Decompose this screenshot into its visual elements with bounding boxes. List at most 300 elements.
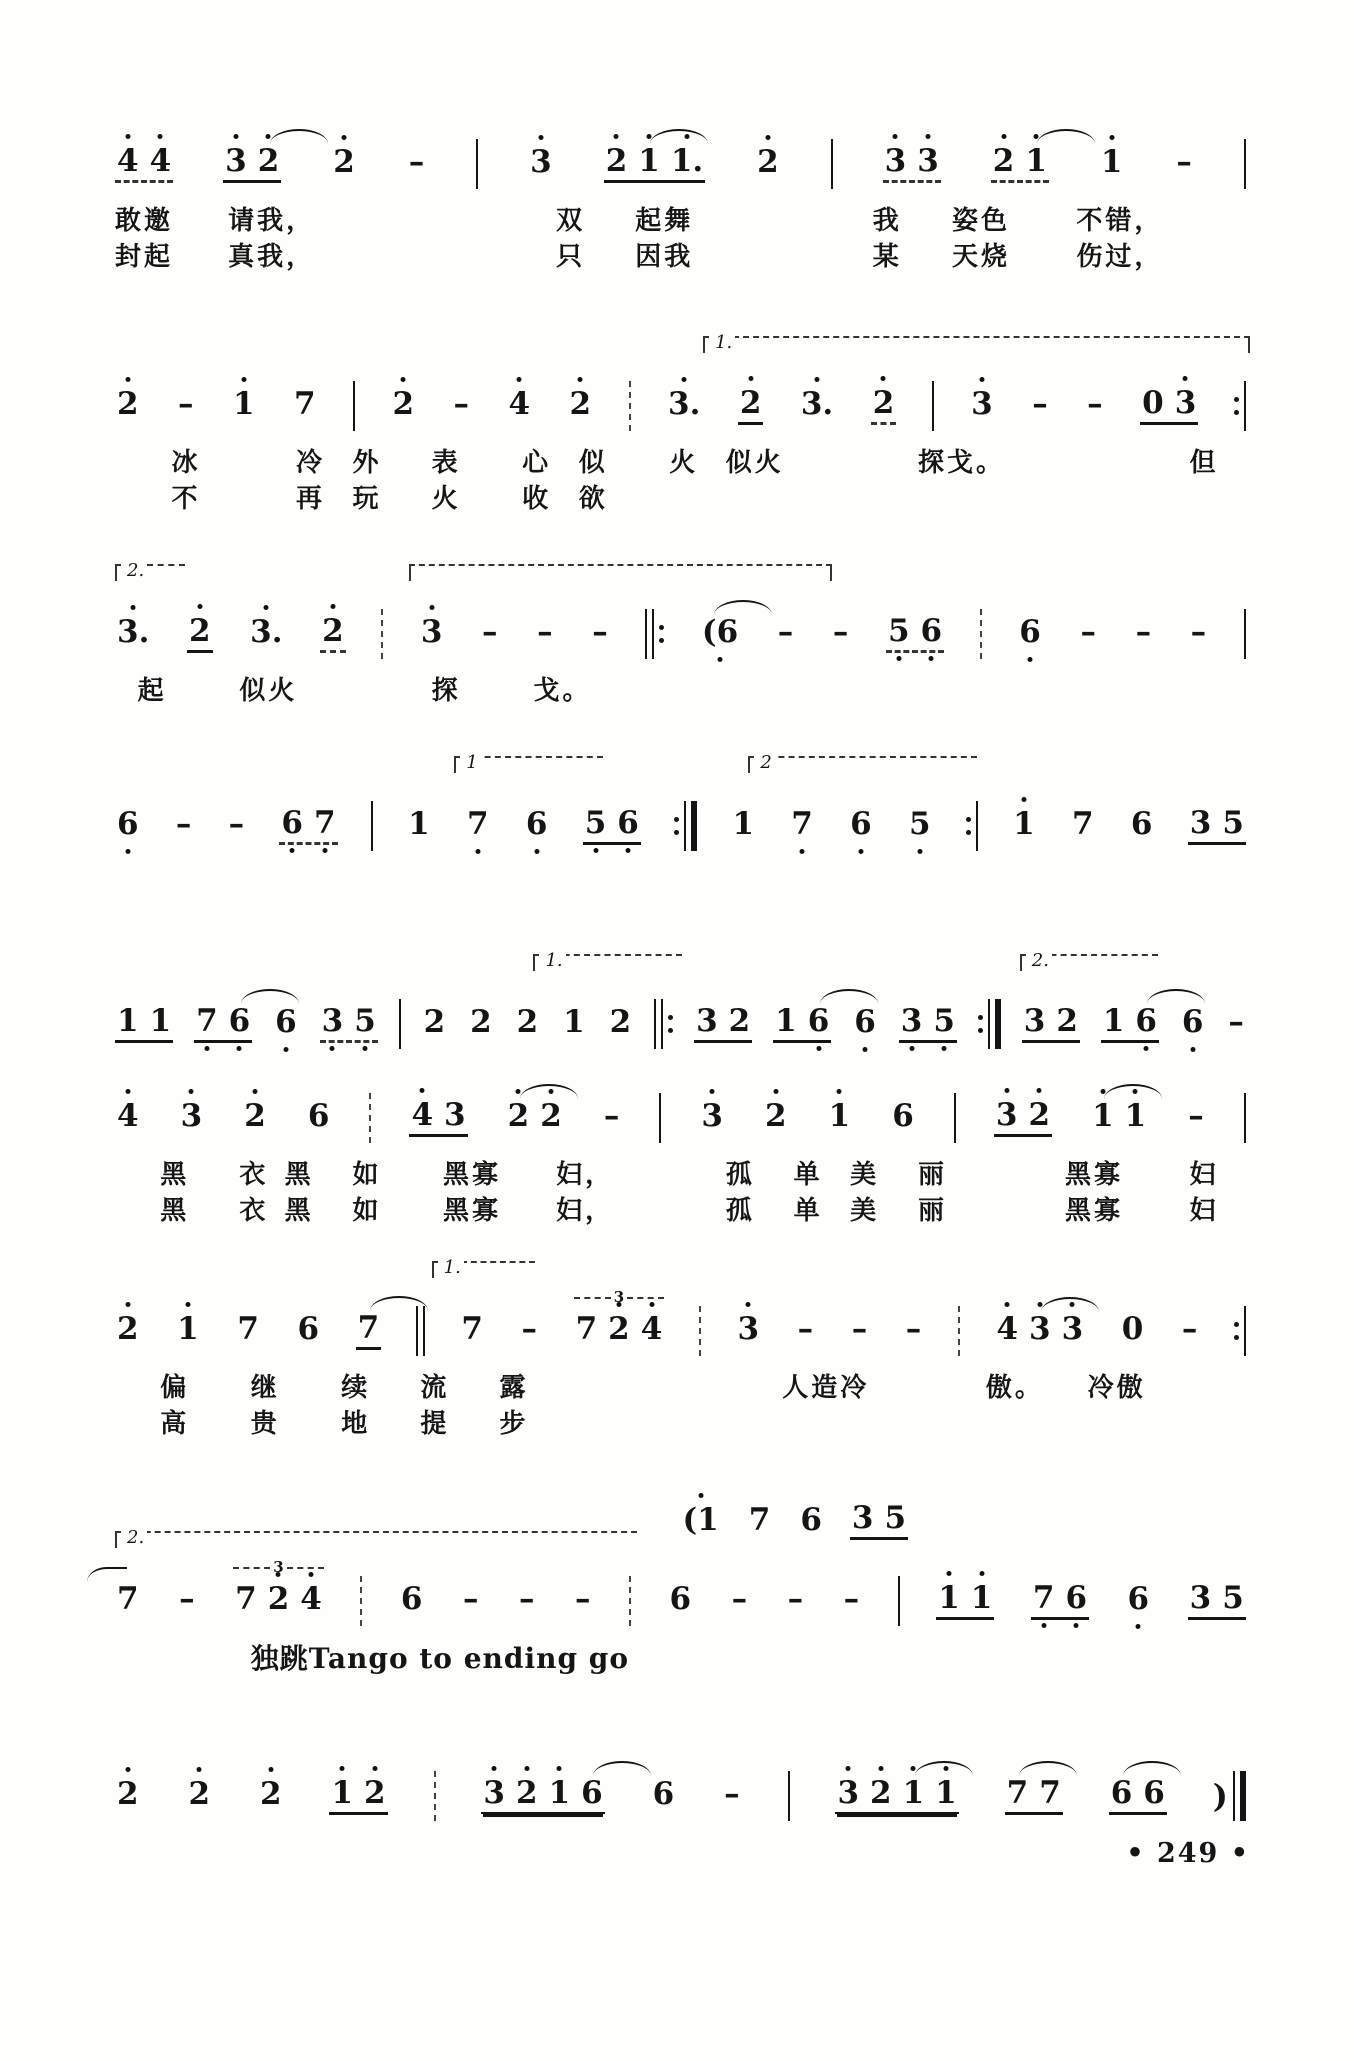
note (569, 386, 592, 422)
note (117, 614, 150, 650)
note-glyph: 2 (540, 1098, 562, 1134)
note (652, 1776, 675, 1812)
note-glyph: – (537, 614, 553, 650)
note-group (899, 1002, 957, 1043)
notes-line (115, 1558, 1246, 1637)
octave-dot-above (241, 377, 246, 382)
note-glyph: 0 (1142, 384, 1164, 421)
lyrics-row-1 (115, 442, 1246, 478)
lyric-syllable: 如 (352, 1160, 382, 1190)
bar-stroke-thick (995, 999, 1001, 1049)
note (797, 1311, 814, 1347)
note-group (842, 1581, 862, 1618)
note-group (1186, 1098, 1206, 1135)
octave-dot-above (614, 134, 619, 139)
triplet-dash (233, 1567, 270, 1569)
note-glyph: 3 (1174, 384, 1197, 421)
note-glyph: 2 (739, 384, 762, 421)
note (117, 1581, 139, 1617)
triplet-dash (287, 1567, 324, 1569)
octave-dot-above (125, 1089, 130, 1094)
note-group (115, 806, 141, 843)
triplet-number: 3 (273, 1558, 284, 1576)
note-glyph: 3. (800, 386, 834, 422)
note-group (1129, 806, 1155, 843)
bar-stroke (1244, 1306, 1246, 1356)
note (731, 1581, 748, 1617)
note-group (1120, 1311, 1146, 1348)
note-glyph: 7 (1072, 806, 1094, 842)
note-group (831, 614, 851, 651)
note-glyph: 2 (244, 1098, 266, 1134)
volta-label: 2. (1029, 952, 1052, 970)
close-paren: ) (1212, 1777, 1228, 1815)
note-glyph: 3 (530, 144, 552, 180)
octave-dot-above (647, 134, 652, 139)
note-group (666, 386, 702, 423)
note-glyph: 1 (331, 1774, 354, 1811)
note-group (175, 1311, 201, 1348)
note (1023, 1002, 1046, 1039)
note-group (789, 806, 815, 843)
dot (668, 1028, 673, 1033)
note-group (583, 804, 641, 845)
note-glyph: 6 (1130, 806, 1153, 842)
lyric-syllable: 贵 (250, 1409, 280, 1439)
note-glyph: – (1087, 386, 1103, 422)
note-group (1174, 144, 1194, 181)
note (507, 1098, 530, 1134)
note (1100, 144, 1123, 180)
volta-label: 1. (441, 1259, 464, 1277)
note (938, 1579, 960, 1616)
note-group (1188, 1579, 1246, 1620)
octave-dot-above (765, 135, 770, 140)
lyric-syllable: 衣 (239, 1196, 269, 1226)
note (117, 1311, 139, 1347)
note-glyph: 5 (354, 1002, 376, 1039)
note-group (602, 1098, 622, 1135)
barline (1244, 137, 1246, 191)
note-group (1090, 1098, 1148, 1135)
barline (898, 1574, 900, 1628)
note-glyph: 2 (608, 1311, 630, 1347)
octave-dot-above (125, 377, 130, 382)
note (530, 144, 552, 180)
note-glyph: 6 (1181, 1004, 1204, 1040)
lyric-syllable: 探 (431, 676, 461, 706)
octave-dot-above (125, 134, 130, 139)
volta-label: 1. (712, 334, 735, 352)
note-glyph: 3 (420, 614, 443, 650)
note (1019, 614, 1041, 650)
note (1130, 806, 1153, 842)
note-glyph: 3 (851, 1500, 874, 1536)
octave-dot-above (420, 1088, 425, 1093)
note-glyph: 3 (737, 1311, 760, 1347)
note-glyph: – (851, 1311, 868, 1347)
note-glyph: 4 (640, 1311, 663, 1347)
note (1087, 386, 1103, 422)
note-group (1189, 614, 1209, 651)
note (832, 614, 849, 650)
note (521, 1311, 538, 1347)
note-glyph: 4 (117, 1098, 139, 1134)
note-glyph: 5 (933, 1002, 955, 1039)
note-group (730, 1581, 750, 1618)
note-glyph: 2 (117, 386, 139, 422)
note (1176, 144, 1192, 180)
note-glyph: 7 (196, 1002, 218, 1039)
repeat-dots (668, 1015, 673, 1033)
note-group (1017, 614, 1043, 651)
octave-dot-below (1144, 1046, 1149, 1051)
note-glyph: – (1080, 614, 1096, 650)
note (682, 1501, 719, 1538)
bar-stroke-dashed (629, 1576, 631, 1626)
note-glyph: 7 (575, 1311, 598, 1347)
note-glyph: – (731, 1581, 748, 1617)
lyric-syllable: 火 (669, 448, 699, 478)
note-glyph: 1. (670, 142, 704, 179)
note (470, 1004, 492, 1040)
dot (966, 830, 971, 835)
note-group (798, 1501, 824, 1539)
note-group (700, 614, 740, 651)
note-glyph: 3 (321, 1002, 344, 1039)
note (149, 1002, 172, 1039)
lyric-syllable: 续 (341, 1373, 371, 1403)
octave-dot-above (268, 1767, 273, 1772)
octave-dot-above (517, 377, 522, 382)
note-group (231, 386, 257, 423)
note-glyph: 3 (1023, 1002, 1046, 1039)
note (1102, 1002, 1125, 1039)
barline (932, 379, 934, 433)
note (970, 1579, 993, 1616)
octave-dot-above (837, 1089, 842, 1094)
volta-bracket (115, 560, 185, 581)
note (603, 1098, 620, 1134)
tie-arc (1147, 989, 1205, 1004)
note (307, 1098, 330, 1134)
note-group (115, 142, 173, 183)
note-group (738, 384, 764, 425)
note-group (681, 1501, 721, 1539)
note-glyph: 6 (275, 1004, 297, 1040)
octave-dot-below (858, 849, 863, 854)
note-group (517, 1581, 537, 1618)
note-group (1180, 1311, 1200, 1348)
note-group (306, 1098, 332, 1135)
note-glyph: 6 (117, 806, 139, 842)
note (1222, 1579, 1244, 1616)
note (1032, 386, 1048, 422)
note-glyph: 3 (971, 386, 993, 422)
note-glyph: – (787, 1581, 804, 1617)
note-glyph: 3 (837, 1775, 860, 1811)
lyric-syllable: 外 (352, 448, 382, 478)
barline (381, 607, 383, 661)
note-group (835, 1775, 958, 1814)
note (605, 142, 628, 179)
note-glyph: 3. (668, 386, 701, 422)
note-glyph: 2 (992, 142, 1015, 179)
note-glyph: 1 (1025, 142, 1047, 179)
note-group (356, 1309, 382, 1350)
note-glyph: 1 (902, 1775, 925, 1811)
octave-dot-above (330, 604, 335, 609)
notes-line (115, 1288, 1246, 1367)
note-group (1109, 1774, 1167, 1815)
note-glyph: – (1176, 144, 1192, 180)
bar-stroke (661, 999, 663, 1049)
note (178, 386, 194, 422)
bar-stroke-dashed (958, 1306, 960, 1356)
octave-dot-above (1109, 135, 1114, 140)
note (1039, 1774, 1061, 1811)
note-glyph: 1 (935, 1775, 957, 1811)
bar-stroke (399, 999, 401, 1049)
note-group (194, 1002, 252, 1043)
note (724, 1776, 740, 1812)
note-glyph: – (518, 1581, 535, 1617)
lyric-syllable: 提 (420, 1409, 450, 1439)
note (787, 1581, 804, 1617)
note (228, 806, 245, 842)
lyric-syllable: 真我， (228, 242, 316, 272)
note (117, 806, 139, 842)
note-group (406, 806, 432, 843)
note-group (422, 1004, 448, 1041)
note-glyph: 2 (257, 142, 280, 179)
annotation-line (115, 1637, 1246, 1679)
note-glyph: 7 (1032, 1579, 1055, 1616)
note (333, 144, 355, 180)
octave-dot-above (125, 1302, 130, 1307)
note-glyph: – (905, 1311, 922, 1347)
note (508, 386, 531, 422)
note-glyph: – (482, 614, 498, 650)
bar-stroke (1244, 1093, 1246, 1143)
note-group (179, 1098, 205, 1135)
note-glyph: 6 (1135, 1002, 1157, 1039)
note (400, 1581, 423, 1617)
barline (645, 607, 664, 661)
note (971, 386, 993, 422)
note-group (651, 1776, 677, 1813)
note-group (735, 1311, 761, 1348)
note-glyph: 3 (995, 1096, 1018, 1133)
note-glyph: – (179, 1581, 195, 1617)
volta-label: 2. (124, 562, 147, 580)
note (1174, 384, 1197, 421)
tie-arc (370, 1296, 428, 1311)
note (177, 1311, 199, 1347)
octave-dot-above (264, 605, 269, 610)
note (870, 1775, 892, 1811)
note (516, 1775, 538, 1811)
lyric-syllable: 不 (171, 484, 201, 514)
barline (371, 799, 373, 853)
dot (1234, 1322, 1239, 1327)
note-group (242, 1098, 268, 1135)
tie-arc (593, 1761, 651, 1776)
note-glyph: – (832, 614, 849, 650)
note-group (1180, 1004, 1206, 1041)
octave-dot-above (197, 1767, 202, 1772)
note-group (573, 1581, 593, 1618)
note (408, 806, 430, 842)
note (777, 614, 794, 650)
bar-stroke (654, 999, 656, 1049)
lyric-syllable: 欲 (578, 484, 608, 514)
note-group (668, 1581, 694, 1618)
octave-dot-above (492, 1766, 497, 1771)
lyrics-row-2 (115, 236, 1246, 272)
lyric-syllable: 黑寡 (1065, 1160, 1124, 1190)
note-group (115, 386, 141, 423)
octave-dot-above (1004, 1088, 1009, 1093)
dot (978, 1028, 983, 1033)
octave-dot-above (158, 134, 163, 139)
octave-dot-above (557, 1766, 562, 1771)
lyric-syllable: 我 (872, 206, 902, 236)
lyric-syllable: 黑寡 (1065, 1196, 1124, 1226)
note (331, 1774, 354, 1811)
bar-stroke (416, 1306, 418, 1356)
bar-stroke (932, 381, 934, 431)
note (420, 614, 443, 650)
note-glyph: 2 (470, 1004, 492, 1040)
octave-dot-below (929, 656, 934, 661)
note-glyph: 2 (1028, 1096, 1051, 1133)
lyric-syllable: 孤 (725, 1160, 755, 1190)
lyric-syllable: 表 (431, 448, 461, 478)
note-group (786, 1581, 806, 1618)
note-glyph: – (1181, 1311, 1198, 1347)
note (609, 1004, 632, 1040)
octave-dot-below (816, 1046, 821, 1051)
octave-dot-above (893, 134, 898, 139)
notes-line (115, 598, 1246, 670)
note (668, 386, 701, 422)
note-group (1126, 1581, 1152, 1618)
note-glyph: – (1032, 386, 1048, 422)
octave-dot-above (401, 377, 406, 382)
octave-dot-above (748, 376, 753, 381)
note-glyph: 3 (1029, 1311, 1051, 1347)
note (1188, 1098, 1204, 1134)
barline (629, 1574, 631, 1628)
lyric-syllable: 流 (420, 1373, 450, 1403)
note (518, 1581, 535, 1617)
note (275, 1004, 297, 1040)
note (884, 1500, 907, 1536)
octave-dot-above (516, 1089, 521, 1094)
note-group (773, 1002, 831, 1043)
note-glyph: 5 (1222, 804, 1244, 841)
bar-stroke (954, 1093, 956, 1143)
note-group (1101, 1002, 1159, 1043)
dot (668, 1015, 673, 1020)
octave-dot-above (1005, 1302, 1010, 1307)
note (1061, 1311, 1084, 1347)
note-group (1188, 804, 1246, 845)
note-glyph: 2 (872, 384, 895, 421)
note-glyph: – (724, 1776, 740, 1812)
triplet-number: 3 (613, 1288, 625, 1306)
note-group (763, 1098, 789, 1135)
note-group (568, 386, 594, 423)
lyric-syllable: 冷傲 (1087, 1373, 1146, 1403)
note-group (407, 144, 427, 181)
note (854, 1004, 876, 1040)
note-group (994, 1311, 1085, 1348)
note (933, 1002, 955, 1039)
note-glyph: 1 (149, 1002, 172, 1039)
note-glyph: 7 (117, 1581, 139, 1617)
octave-dot-below (942, 1046, 947, 1051)
note (462, 1581, 479, 1617)
note-group (279, 804, 337, 845)
note-glyph: 2 (259, 1776, 282, 1812)
note-glyph: – (843, 1581, 860, 1617)
note-group (329, 1774, 387, 1815)
octave-dot-above (1183, 376, 1188, 381)
volta-bracket (703, 332, 1250, 353)
triplet-mark (574, 1290, 665, 1305)
note-glyph: 3 (917, 142, 939, 179)
barline (476, 137, 478, 191)
octave-dot-below (475, 849, 480, 854)
note-group (535, 614, 555, 651)
octave-dot-above (878, 1766, 883, 1771)
note (228, 1002, 251, 1039)
note-glyph: 3 (225, 142, 247, 179)
note-group (1030, 386, 1050, 423)
note (935, 1775, 957, 1811)
note-group (991, 142, 1049, 183)
note-glyph: 1 (117, 1002, 139, 1039)
lyrics-row-2 (115, 478, 1246, 514)
note-group (755, 144, 781, 181)
note-group (295, 1311, 321, 1348)
bar-stroke-dashed (381, 609, 383, 659)
music-system-4 (115, 752, 1246, 862)
octave-dot-below (917, 849, 922, 854)
music-system-7 (115, 1257, 1246, 1439)
note (850, 806, 872, 842)
note-group (1031, 1579, 1089, 1620)
volta-bracket (454, 752, 603, 773)
note-group (608, 1004, 634, 1041)
octave-dot-below (290, 848, 295, 853)
note-group (524, 806, 550, 843)
bar-stroke (988, 999, 990, 1049)
note (995, 1096, 1018, 1133)
note (1029, 1311, 1051, 1347)
repeat-dots (966, 817, 971, 835)
note-glyph: 6 (1019, 614, 1041, 650)
lyric-syllable: 但 (1189, 448, 1219, 478)
octave-dot-above (846, 1766, 851, 1771)
note (259, 1776, 282, 1812)
note-glyph: 4 (996, 1311, 1019, 1347)
note (800, 1501, 822, 1538)
note-glyph: 7 (1039, 1774, 1061, 1811)
note (297, 1311, 320, 1347)
